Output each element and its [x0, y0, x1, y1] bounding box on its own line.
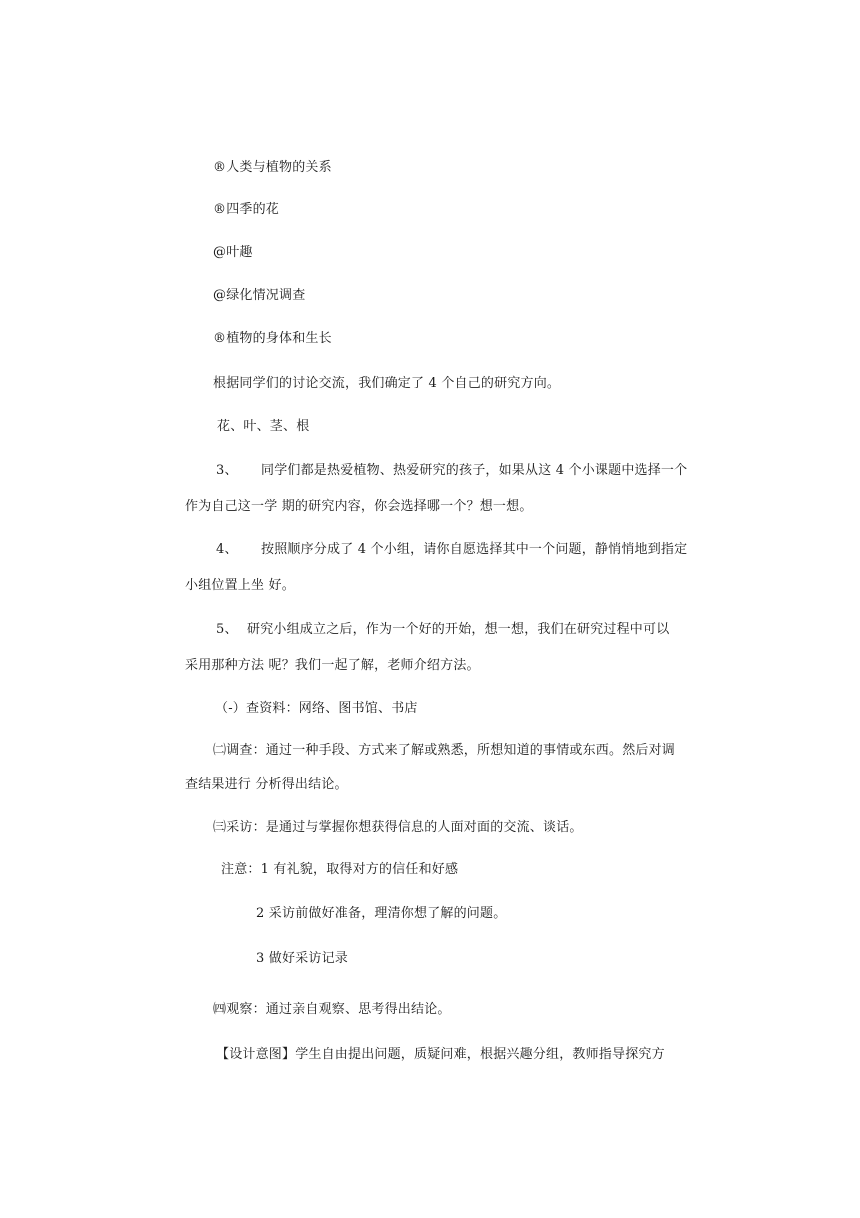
- method-3: ㈢采访：是通过与掌握你想获得信息的人面对面的交流、谈话。: [213, 820, 583, 835]
- method-1: （-）查资料：网络、图书馆、书店: [215, 701, 418, 716]
- topic-item: @叶趣: [213, 245, 253, 260]
- note-3: 3 做好采访记录: [256, 951, 349, 966]
- intro-paragraph: 根据同学们的讨论交流，我们确定了 4 个自己的研究方向。: [213, 376, 561, 391]
- step-3-line-2: 作为自己这一学 期的研究内容，你会选择哪一个？想一想。: [185, 499, 533, 514]
- method-2-line-1: ㈡调查：通过一种手段、方式来了解或熟悉，所想知道的事情或东西。然后对调: [213, 743, 676, 758]
- design-intent: 【设计意图】学生自由提出问题，质疑问难，根据兴趣分组，教师指导探究方: [216, 1047, 665, 1062]
- method-2-line-2: 查结果进行 分析得出结论。: [185, 777, 348, 792]
- step-4-line-1: 按照顺序分成了 4 个小组，请你自愿选择其中一个问题，静悄悄地到指定: [261, 542, 688, 557]
- step-5-number: 5、: [216, 622, 238, 637]
- topic-item: ®四季的花: [213, 202, 280, 217]
- step-4-line-2: 小组位置上坐 好。: [185, 578, 295, 593]
- step-5-line-2: 采用那种方法 呢？我们一起了解，老师介绍方法。: [185, 658, 480, 673]
- note-2: 2 采访前做好准备，理清你想了解的问题。: [256, 906, 507, 921]
- step-3-line-1: 同学们都是热爱植物、热爱研究的孩子，如果从这 4 个小课题中选择一个: [261, 463, 688, 478]
- note-1: 注意：1 有礼貌，取得对方的信任和好感: [221, 862, 459, 877]
- research-directions: 花、叶、茎、根: [217, 419, 310, 434]
- method-4: ㈣观察：通过亲自观察、思考得出结论。: [213, 1002, 451, 1017]
- topic-item: ®植物的身体和生长: [213, 331, 332, 346]
- step-4-number: 4、: [216, 542, 238, 557]
- step-3-number: 3、: [216, 463, 238, 478]
- topic-item: ®人类与植物的关系: [213, 160, 332, 175]
- topic-item: @绿化情况调查: [213, 288, 306, 303]
- step-5-line-1: 研究小组成立之后，作为一个好的开始，想一想，我们在研究过程中可以: [247, 622, 670, 637]
